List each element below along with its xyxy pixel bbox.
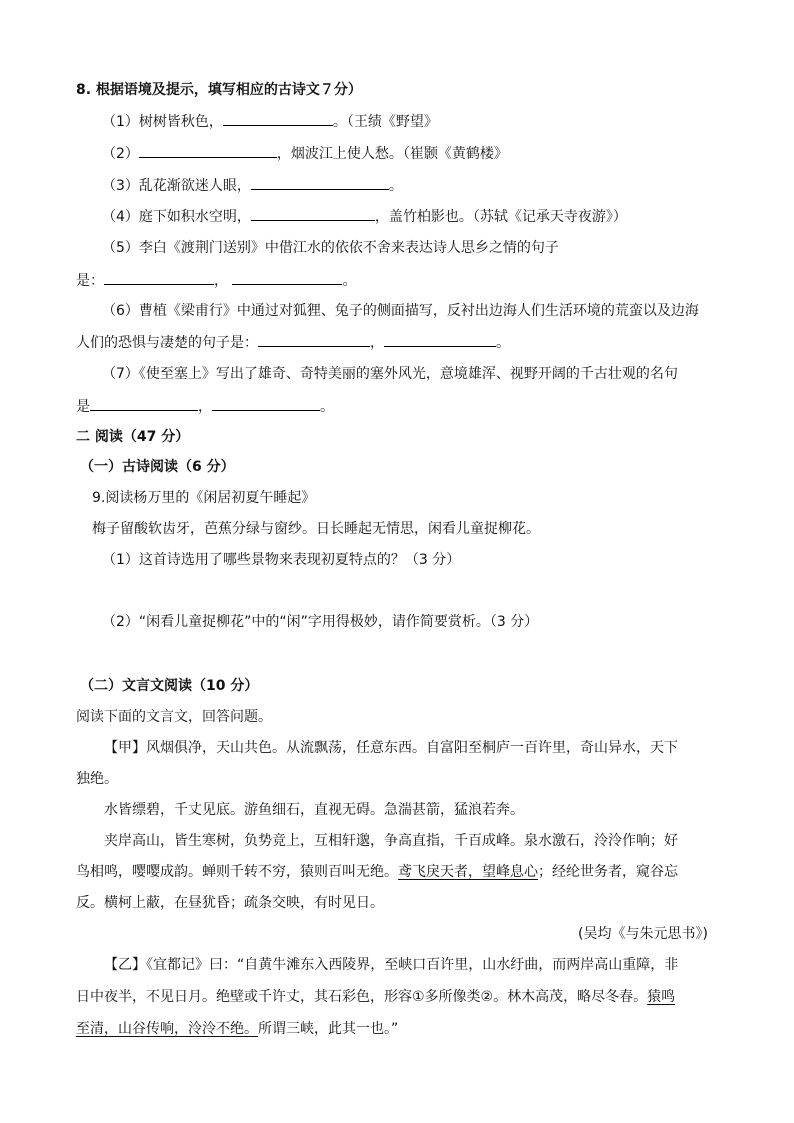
answer-blank[interactable] bbox=[212, 396, 320, 411]
passage-yi-line1: 【乙】《宜都记》曰：“自黄牛滩东入西陵界，至峡口百许里，山水纡曲，而两岸高山重障，非 bbox=[104, 957, 679, 973]
q8-item-4: （4）庭下如积水空明， ，盖竹柏影也。（苏轼《记承天寺夜游》） bbox=[102, 206, 627, 227]
subsection-heading-classical: （二）文言文阅读（10 分） bbox=[80, 678, 259, 694]
q8-item-5-prompt: （5）李白《渡荆门送别》中借江水的依依不舍来表达诗人思乡之情的句子 bbox=[102, 240, 559, 256]
section-heading-reading: 二 阅读（47 分） bbox=[76, 429, 190, 445]
q8-item-1: （1）树树皆秋色， 。（王绩《野望》 bbox=[102, 111, 438, 132]
q9-sub-2: （2）“闲看儿童捉柳花”中的“闲”字用得极妙，请作简要赏析。（3 分） bbox=[102, 614, 539, 630]
q8-item-7-answer: 是 ， 。 bbox=[76, 396, 334, 417]
q8-item-6-prompt: （6）曹植《梁甫行》中通过对狐狸、兔子的侧面描写，反衬出边海人们生活环境的荒蛮以及边海 bbox=[102, 303, 699, 319]
answer-blank[interactable] bbox=[223, 111, 333, 126]
answer-blank[interactable] bbox=[139, 143, 277, 158]
answer-blank[interactable] bbox=[90, 396, 198, 411]
q8-item-6-answer: 人们的恐惧与凄楚的句子是： ， 。 bbox=[76, 332, 510, 353]
q8-title: 8. 根据语境及提示，填写相应的古诗文７分） bbox=[76, 82, 362, 98]
passage-jia-p3-line1: 夹岸高山，皆生寒树，负势竞上，互相轩邈，争高直指，千百成峰。泉水激石，泠泠作响；好 bbox=[104, 833, 678, 849]
q9-title: 9.阅读杨万里的《闲居初夏午睡起》 bbox=[92, 490, 316, 506]
instructions: 阅读下面的文言文，回答问题。 bbox=[76, 709, 272, 725]
poem-text: 梅子留酸软齿牙，芭蕉分绿与窗纱。日长睡起无情思，闲看儿童捉柳花。 bbox=[92, 521, 540, 537]
answer-blank[interactable] bbox=[251, 206, 375, 221]
passage-jia-p1-line2: 独绝。 bbox=[76, 771, 118, 787]
subsection-heading-poem: （一）古诗阅读（6 分） bbox=[80, 459, 235, 475]
q8-item-2: （2） ，烟波江上使人愁。（崔颢《黄鹤楼》 bbox=[102, 143, 508, 164]
passage-jia-p3-line2: 鸟相鸣，嘤嘤成韵。蝉则千转不穷，猿则百叫无绝。鸢飞戾天者，望峰息心；经纶世务者，窥谷忘 bbox=[76, 864, 678, 880]
passage-yi-line2: 日中夜半，不见日月。绝壁或千许丈，其石彩色，形容①多所像类②。林木高茂，略尽冬春。猿鸣 bbox=[76, 989, 676, 1005]
passage-jia-p3-line3: 反。横柯上蔽，在昼犹昏；疏条交映，有时见日。 bbox=[76, 895, 384, 911]
q8-item-5-answer: 是： ， 。 bbox=[76, 270, 356, 291]
answer-blank[interactable] bbox=[258, 332, 370, 347]
q9-sub-1: （1）这首诗选用了哪些景物来表现初夏特点的？（3 分） bbox=[102, 552, 461, 568]
answer-blank[interactable] bbox=[104, 270, 214, 285]
answer-blank[interactable] bbox=[384, 332, 496, 347]
passage-jia-p2: 水皆缥碧，千丈见底。游鱼细石，直视无碍。急湍甚箭，猛浪若奔。 bbox=[104, 802, 524, 818]
passage-yi-line3: 至清，山谷传响，泠泠不绝。所谓三峡，此其一也。” bbox=[76, 1021, 399, 1037]
passage-jia-p1-line1: 【甲】风烟俱净，天山共色。从流飘荡，任意东西。自富阳至桐庐一百许里，奇山异水，天下 bbox=[104, 740, 678, 756]
q8-item-7-prompt: （7）《使至塞上》写出了雄奇、奇特美丽的塞外风光，意境雄浑、视野开阔的千古壮观的名句 bbox=[102, 366, 678, 382]
passage-jia-source: (吴均《与朱元思书》) bbox=[578, 926, 708, 942]
underlined-sentence: 猿鸣 bbox=[647, 989, 676, 1005]
q8-item-3: （3）乱花渐欲迷人眼， 。 bbox=[102, 175, 403, 196]
underlined-sentence: 至清，山谷传响，泠泠不绝。 bbox=[76, 1021, 258, 1037]
underlined-sentence: 鸢飞戾天者，望峰息心 bbox=[398, 864, 538, 880]
answer-blank[interactable] bbox=[251, 175, 389, 190]
answer-blank[interactable] bbox=[232, 270, 342, 285]
